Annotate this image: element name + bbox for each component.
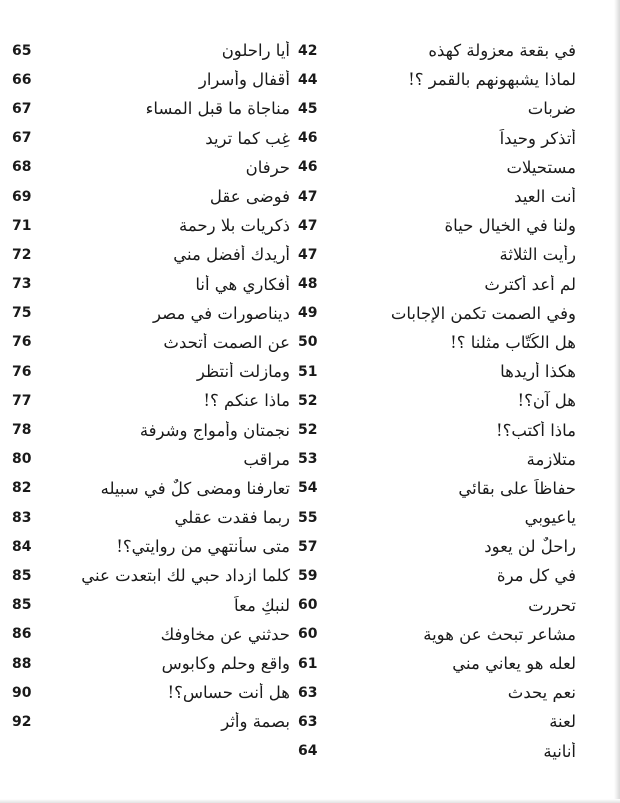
toc-entry-page-number: 86 <box>12 626 32 643</box>
toc-entry <box>298 36 576 65</box>
toc-entry <box>298 299 576 328</box>
toc-entry-title: مراقب <box>243 449 290 469</box>
toc-entry <box>298 503 576 532</box>
toc-right-column <box>298 36 576 766</box>
toc-entry-title: ماذا عنكم ؟! <box>203 391 290 411</box>
toc-entry-title: غِب كما تريد <box>205 128 290 148</box>
toc-entry <box>298 65 576 94</box>
toc-entry-page-number: 82 <box>12 480 32 497</box>
toc-entry-page-number: 65 <box>12 42 32 59</box>
page-bottom-shadow <box>0 799 620 803</box>
toc-entry-title: كلما ازداد حبي لك ابتعدت عني <box>81 566 290 586</box>
toc-entry <box>12 678 290 707</box>
toc-entry-page-number: 68 <box>12 159 32 176</box>
toc-entry-title: ضربات <box>527 99 576 119</box>
toc-entry-title: هكذا أريدها <box>500 362 576 382</box>
toc-entry-page-number: 73 <box>12 276 32 293</box>
toc-entry-page-number: 42 <box>298 42 318 59</box>
toc-entry-title: أقفال وأسرار <box>198 70 290 90</box>
toc-entry <box>298 561 576 590</box>
toc-entry <box>298 94 576 123</box>
toc-entry-title: ربما فقدت عقلي <box>174 508 290 528</box>
toc-entry <box>12 591 290 620</box>
toc-entry-title: ولنا في الخيال حياة <box>444 216 576 236</box>
toc-entry <box>298 415 576 444</box>
toc-entry-page-number: 75 <box>12 305 32 322</box>
toc-entry-title: لماذا يشبهونهم بالقمر ؟! <box>408 70 576 90</box>
toc-entry <box>12 211 290 240</box>
toc-entry-title: ياعيوبي <box>524 508 576 528</box>
toc-entry <box>298 532 576 561</box>
toc-entry-title: متى سأنتهي من روايتي؟! <box>116 537 290 557</box>
toc-entry-page-number: 60 <box>298 597 318 614</box>
toc-entry-title: متلازمة <box>526 449 576 469</box>
toc-entry-page-number: 54 <box>298 480 318 497</box>
toc-entry-page-number: 63 <box>298 684 318 701</box>
toc-entry-page-number: 51 <box>298 363 318 380</box>
toc-entry <box>12 620 290 649</box>
toc-entry-title: هل آن؟! <box>517 391 576 411</box>
toc-entry-page-number: 90 <box>12 684 32 701</box>
toc-entry <box>12 328 290 357</box>
toc-entry-title: لعنة <box>549 712 576 732</box>
toc-entry-page-number: 66 <box>12 71 32 88</box>
toc-entry-page-number: 71 <box>12 217 32 234</box>
toc-entry-page-number: 49 <box>298 305 318 322</box>
toc-entry-page-number: 83 <box>12 509 32 526</box>
toc-entry-title: ذكريات بلا رحمة <box>179 216 290 236</box>
toc-entry-page-number: 67 <box>12 100 32 117</box>
toc-entry-title: لعله هو يعاني مني <box>452 654 576 674</box>
toc-entry <box>12 299 290 328</box>
toc-entry <box>12 270 290 299</box>
toc-entry-title: واقع وحلم وكابوس <box>161 654 290 674</box>
toc-entry-page-number: 80 <box>12 451 32 468</box>
toc-entry-page-number: 52 <box>298 392 318 409</box>
toc-entry-page-number: 55 <box>298 509 318 526</box>
toc-entry-page-number: 46 <box>298 159 318 176</box>
toc-entry <box>298 474 576 503</box>
toc-entry-page-number: 57 <box>298 538 318 555</box>
toc-entry-title: مستحيلات <box>506 157 576 177</box>
toc-entry-page-number: 85 <box>12 597 32 614</box>
toc-entry-page-number: 46 <box>298 130 318 147</box>
toc-entry-title: وفي الصمت تكمن الإجابات <box>390 303 576 323</box>
toc-entry-title: حفاظاً على بقائي <box>458 478 576 498</box>
toc-entry-page-number: 53 <box>298 451 318 468</box>
toc-entry <box>298 678 576 707</box>
toc-entry <box>298 182 576 211</box>
toc-entry-title: أنت العيد <box>514 187 576 207</box>
toc-entry <box>12 561 290 590</box>
toc-entry <box>12 240 290 269</box>
toc-entry <box>12 445 290 474</box>
toc-entry-title: أيا راحلون <box>221 41 290 61</box>
toc-entry <box>12 503 290 532</box>
toc-entry <box>12 357 290 386</box>
toc-entry <box>12 153 290 182</box>
toc-entry-title: نجمتان وأمواج وشرفة <box>139 420 290 440</box>
toc-entry-title: أنانية <box>543 741 576 761</box>
toc-entry <box>12 386 290 415</box>
toc-entry-title: مناجاة ما قبل المساء <box>145 99 290 119</box>
toc-entry <box>12 415 290 444</box>
toc-entry-page-number: 88 <box>12 655 32 672</box>
toc-entry-page-number: 60 <box>298 626 318 643</box>
toc-entry-page-number: 50 <box>298 334 318 351</box>
toc-entry-title: ديناصورات في مصر <box>153 303 290 323</box>
toc-entry-page-number: 77 <box>12 392 32 409</box>
toc-entry-page-number: 61 <box>298 655 318 672</box>
toc-entry-title: تعارفنا ومضى كلٌ في سبيله <box>100 478 290 498</box>
toc-entry-title: بصمة وأثر <box>221 712 290 732</box>
toc-entry-page-number: 67 <box>12 130 32 147</box>
toc-entry-page-number: 85 <box>12 567 32 584</box>
toc-entry-title: عن الصمت أتحدث <box>163 332 290 352</box>
toc-entry-page-number: 76 <box>12 334 32 351</box>
toc-entry-title: حرفان <box>245 157 290 177</box>
toc-entry-title: ماذا أكتب؟! <box>495 420 576 440</box>
toc-entry-title: أتذكر وحيداً <box>499 128 576 148</box>
toc-entry-title: أفكاري هي أنا <box>195 274 290 294</box>
toc-entry-title: ومازلت أنتظر <box>196 362 290 382</box>
toc-entry <box>298 153 576 182</box>
toc-entry <box>298 386 576 415</box>
toc-entry-page-number: 59 <box>298 567 318 584</box>
toc-entry <box>12 36 290 65</box>
toc-entry <box>298 270 576 299</box>
toc-entry-title: لنبكِ معاً <box>234 595 290 615</box>
toc-entry-page-number: 48 <box>298 276 318 293</box>
toc-entry-title: لم أعد أكترث <box>484 274 576 294</box>
toc-entry-page-number: 44 <box>298 71 318 88</box>
toc-entry <box>298 328 576 357</box>
toc-entry-page-number: 72 <box>12 246 32 263</box>
toc-entry-page-number: 45 <box>298 100 318 117</box>
toc-entry <box>12 649 290 678</box>
toc-entry <box>298 591 576 620</box>
toc-entry <box>298 620 576 649</box>
toc-entry <box>12 532 290 561</box>
toc-entry-title: أريدك أفضل مني <box>173 245 290 265</box>
toc-entry <box>298 649 576 678</box>
toc-entry <box>12 94 290 123</box>
toc-entry <box>12 474 290 503</box>
toc-entry <box>12 65 290 94</box>
toc-entry-title: هل الكُتّاب مثلنا ؟! <box>450 332 576 352</box>
toc-entry <box>298 707 576 736</box>
toc-entry <box>298 737 576 766</box>
page-edge-shadow <box>614 0 620 803</box>
toc-entry-title: في بقعة معزولة كهذه <box>428 41 576 61</box>
toc-entry-title: نعم يحدث <box>507 683 576 703</box>
toc-entry-title: تحررت <box>528 595 576 615</box>
toc-left-column <box>12 36 290 737</box>
toc-entry-title: راحلٌ لن يعود <box>484 537 576 557</box>
toc-entry-page-number: 84 <box>12 538 32 555</box>
toc-entry <box>298 445 576 474</box>
toc-entry <box>12 182 290 211</box>
toc-entry-page-number: 52 <box>298 422 318 439</box>
toc-entry <box>298 124 576 153</box>
toc-entry <box>298 357 576 386</box>
toc-entry-page-number: 64 <box>298 743 318 760</box>
toc-entry <box>298 211 576 240</box>
toc-entry-page-number: 78 <box>12 422 32 439</box>
toc-entry <box>298 240 576 269</box>
toc-entry-page-number: 47 <box>298 246 318 263</box>
toc-entry-title: في كل مرة <box>496 566 576 586</box>
toc-entry-page-number: 63 <box>298 713 318 730</box>
toc-entry <box>12 124 290 153</box>
toc-entry-page-number: 47 <box>298 188 318 205</box>
toc-entry-title: فوضى عقل <box>209 187 290 207</box>
toc-entry <box>12 707 290 736</box>
toc-entry-title: هل أنت حساس؟! <box>167 683 290 703</box>
toc-entry-page-number: 69 <box>12 188 32 205</box>
toc-entry-page-number: 92 <box>12 713 32 730</box>
toc-entry-title: رأيت الثلاثة <box>499 245 576 265</box>
toc-entry-page-number: 47 <box>298 217 318 234</box>
toc-entry-title: حدثني عن مخاوفك <box>160 624 290 644</box>
toc-entry-title: مشاعر تبحث عن هوية <box>423 624 576 644</box>
toc-entry-page-number: 76 <box>12 363 32 380</box>
